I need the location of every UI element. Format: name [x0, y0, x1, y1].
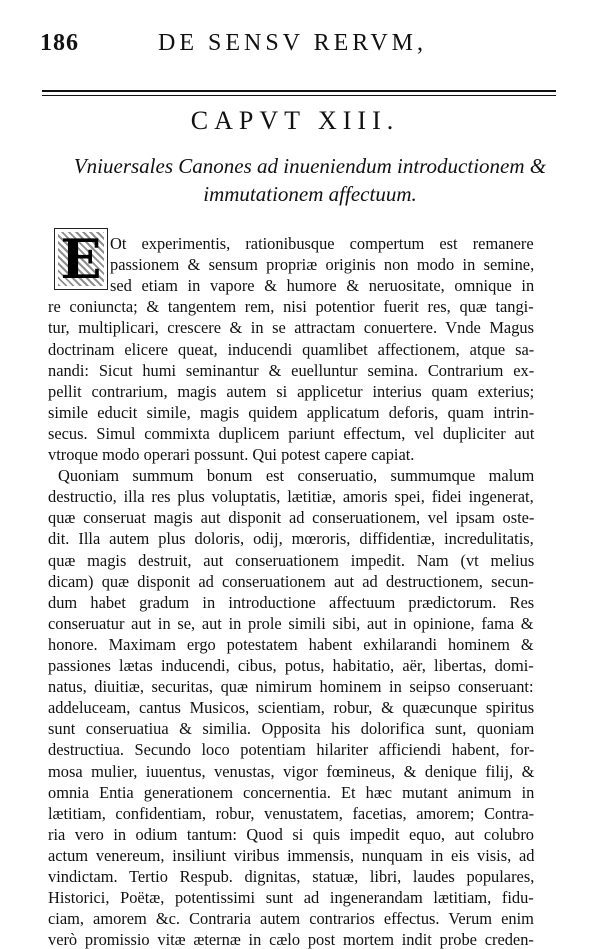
text-line: vindictam. Tertio Respub. dignitas, statuæ, libri, laudes populares,: [48, 867, 535, 886]
text-line: honore. Maximam ergo potestatem habent exhilarandi hominem &: [48, 634, 534, 654]
text-line: simile educit simile, magis quidem applicatum deforis, quam intrin-: [48, 402, 535, 422]
text-line: passiones lætas inducendi, cibus, potus, habitatio, aër, libertas, domi-: [48, 656, 534, 675]
text-line: vtroque modo operari possunt. Qui potest capere capiat.: [48, 445, 415, 464]
text-line: nandi: Sicut humi seminantur & euelluntur semina. Contrarium ex-: [48, 360, 535, 380]
running-title: DE SENSV RERVM,: [158, 30, 428, 56]
text-line: ria vero in odium tantum: Quod si quis impedit equo, aut colubro: [48, 824, 535, 844]
text-line: re coniuncta; & tangentem rem, nisi potentior fuerit res, quæ tangi-: [48, 297, 534, 317]
text-line: dum habet gradum in introductione affectuum prædictorum. Res: [48, 592, 535, 612]
text-line: tur, multiplicari, crescere & in se attractam conuertere. Vnde Magus: [48, 318, 534, 338]
text-line: Ot experimentis, rationibusque compertum est remanere: [110, 234, 534, 253]
running-head: [40, 28, 560, 62]
text-line: omnia Entia generationem concernentia. Et hæc mutant animum in: [48, 782, 535, 802]
text-line: lætitiam, confidentiam, robur, venustatem, facetias, amorem; Contra-: [48, 803, 535, 823]
text-line: pellit contrarium, magis autem si applicetur interius quam exterius;: [48, 381, 535, 401]
text-line: sunt conseruatiua & similia. Opposita his dolorifica sunt, quoniam: [48, 719, 535, 739]
text-line: quæ magis destruit, aut conseruationem impedit. Nam (vt melius: [48, 550, 535, 570]
text-line: mosa mulier, iuuentus, venustas, vigor fœmineus, & denique filij, &: [48, 761, 535, 781]
text-line: doctrinam elicere queat, inducendi quamlibet affectionem, atque sa-: [48, 339, 535, 359]
text-line: dicam) quæ disponit ad conseruationem aut ad destructionem, secun-: [48, 571, 534, 591]
text-line: conseruatur aut in se, aut in prole simili sibi, aut in opinione, fama &: [48, 613, 534, 633]
text-line: verò promissio vitæ æternæ in cælo post mortem indit probe creden-: [48, 930, 534, 949]
text-line: dit. Illa autem plus doloris, odij, mœroris, diffidentiæ, incredulitatis,: [48, 529, 534, 549]
text-line: Historici, Poëtæ, potentissimi sunt ad ingenerandam lætitiam, fidu-: [48, 888, 534, 908]
text-line: ciam, amorem &c. Contraria autem contrarios effectus. Verum enim: [48, 909, 534, 929]
text-line: Quoniam summum bonum est conseruatio, summumque malum: [58, 466, 535, 486]
ornamental-initial: [54, 228, 108, 290]
header-rule: [42, 90, 556, 92]
chapter-subtitle-line: immutationem affectuum.: [203, 182, 417, 206]
text-line: passionem & sensum propriæ originis non modo in semine,: [110, 255, 535, 275]
page-number: 186: [40, 30, 79, 56]
chapter-subtitle: [60, 152, 560, 208]
text-line: sed etiam in vapore & humore & neruositate, omnique in: [110, 276, 535, 296]
text-line: addeluceam, cantus Musicos, scientiam, robur, & quæcunque spiritus: [48, 698, 535, 718]
text-line: actum venereum, insiliunt viribus immensis, nunquam in eis visis, ad: [48, 845, 535, 865]
initial-letter: E: [60, 228, 102, 290]
text-line: natus, diuitiæ, securitas, quæ nimirum hominem in seipso conseruant:: [48, 677, 534, 697]
text-line: destructiua. Secundo loco potentiam hilariter afficiendi habent, for-: [48, 740, 535, 760]
chapter-title: CAPVT XIII.: [190, 106, 400, 135]
chapter-subtitle-line: Vniuersales Canones ad inueniendum introductionem &: [73, 154, 547, 178]
text-line: destructio, illa res plus voluptatis, lætitiæ, amoris spei, fidei ingenerat,: [48, 487, 534, 507]
text-line: quæ conseruat magis aut disponit ad conseruationem, vel ipsam oste-: [48, 508, 535, 528]
text-line: secus. Simul commixta duplicem pariunt effectum, vel dupliciter aut: [48, 423, 535, 443]
